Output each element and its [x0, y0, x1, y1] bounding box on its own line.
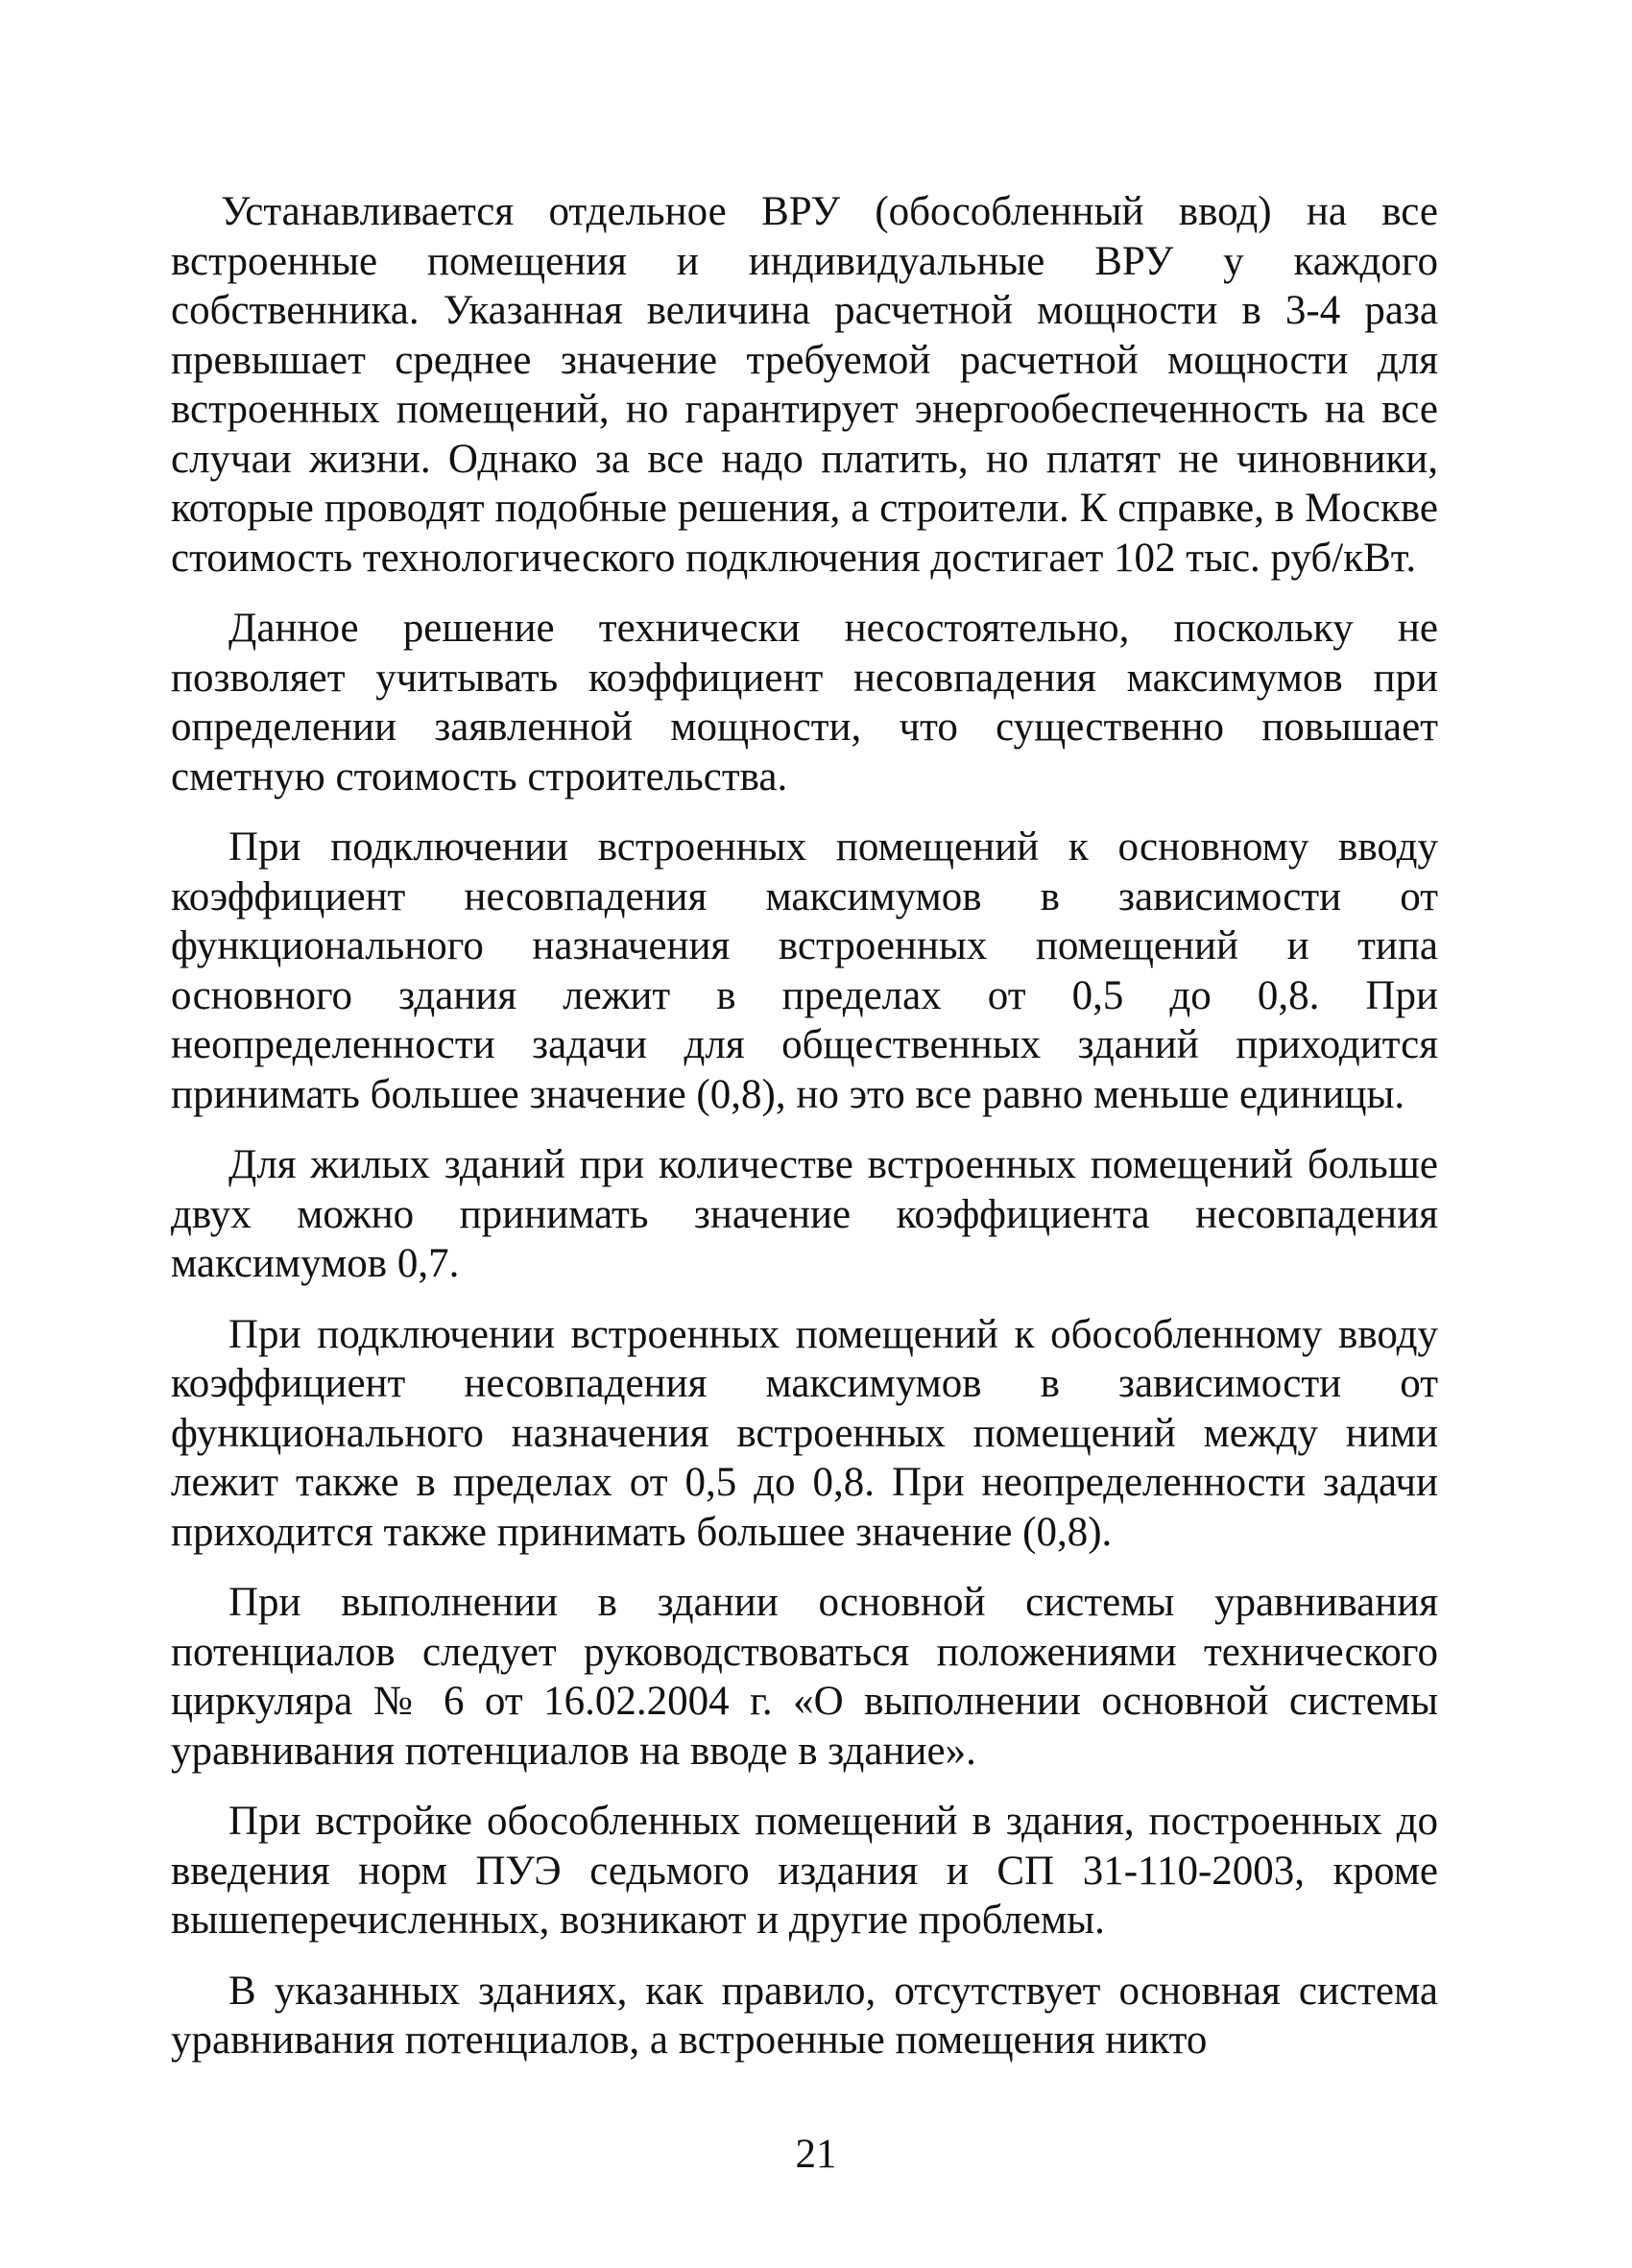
paragraph: В указанных зданиях, как правило, отсутствует основная система уравнивания потенциалов, а встроенные помещения никто — [171, 1968, 1438, 2063]
paragraph: Для жилых зданий при количестве встроенных помещений больше двух можно принимать значение коэффициента несовпадения максимумов 0,7. — [171, 1142, 1438, 1286]
page-number: 21 — [795, 2132, 837, 2177]
paragraph: При подключении встроенных помещений к обособленному вводу коэффициент несовпадения максимумов в зависимости от функционального назначения встроенных помещений между ними лежит также в пределах от 0,5 до 0,8. При неопределенности задачи приходится также принимать большее значение (0,8). — [171, 1311, 1438, 1555]
paragraph: Данное решение технически несостоятельно, поскольку не позволяет учитывать коэффициент несовпадения максимумов при определении заявленной мощности, что существенно повышает сметную стоимость строительства. — [171, 606, 1438, 800]
paragraph: Устанавливается отдельное ВРУ (обособленный ввод) на все встроенные помещения и индивидуальные ВРУ у каждого собственника. Указанная величина расчетной мощности в 3-4 раза превышает среднее значение требуемой расчетной мощности для встроенных помещений, но гарантирует энергообеспеченность на все случаи жизни. Однако за все надо платить, но платят не чиновники, которые проводят подобные решения, а строители. К справке, в Москве стоимость технологического подключения достигает 102 тыс. руб/кВт. — [171, 189, 1438, 581]
paragraph: При встройке обособленных помещений в здания, построенных до введения норм ПУЭ седьмого издания и СП 31-110-2003, кроме вышеперечисленных, возникают и другие проблемы. — [171, 1799, 1438, 1943]
paragraph: При выполнении в здании основной системы уравнивания потенциалов следует руководствоваться положениями технического циркуляра № 6 от 16.02.2004 г. «О выполнении основной системы уравнивания потенциалов на вводе в здание». — [171, 1580, 1438, 1774]
paragraph: При подключении встроенных помещений к основному вводу коэффициент несовпадения максимумов в зависимости от функционального назначения встроенных помещений и типа основного здания лежит в пределах от 0,5 до 0,8. При неопределенности задачи для общественных зданий приходится принимать большее значение (0,8), но это все равно меньше единицы. — [171, 824, 1438, 1117]
body-text — [171, 187, 1438, 2087]
